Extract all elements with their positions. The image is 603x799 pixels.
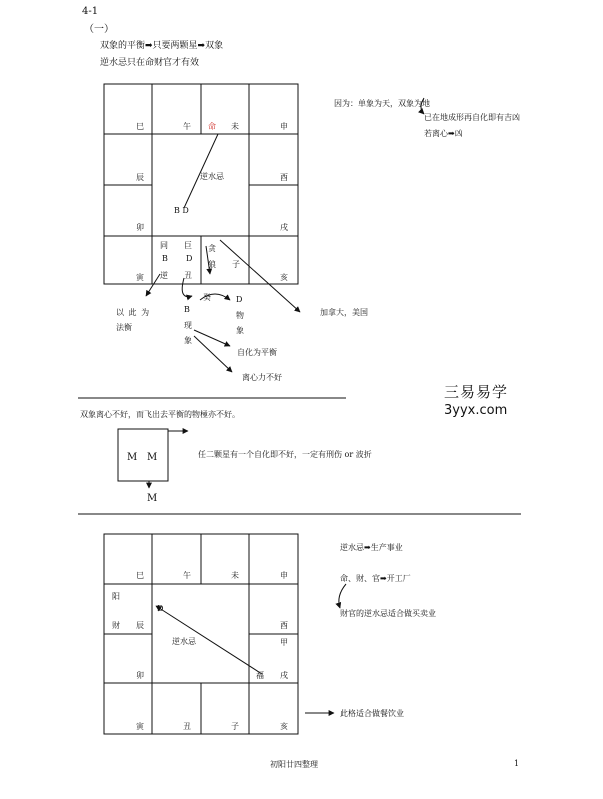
chart2-cell-yin: 寅 bbox=[136, 722, 144, 731]
chart2-note-2: 命、财、官➡开工厂 bbox=[340, 574, 411, 583]
chart2-note-3: 财官的逆水忌适合做买卖业 bbox=[340, 609, 436, 618]
chart1-cell-mao: 卯 bbox=[136, 223, 144, 232]
chart2-cell-xu: 戌 bbox=[280, 671, 288, 680]
chart1-cell-wei: 未 bbox=[231, 122, 239, 131]
chart1-cell-chen: 辰 bbox=[136, 173, 144, 182]
chart1-star-lang: 狼 bbox=[208, 260, 216, 269]
chart2-yang: 阳 bbox=[112, 592, 120, 601]
chart1-wu-char: 物 bbox=[236, 311, 244, 320]
intro-line-1: 双象的平衡➡只要两颗星➡双象 bbox=[100, 41, 224, 51]
chart1-note-balance: 自化为平衡 bbox=[237, 348, 277, 357]
chart1-kui: 癸 bbox=[203, 293, 211, 302]
page-number: 1 bbox=[514, 759, 520, 768]
chart2-cell-hai: 亥 bbox=[280, 722, 288, 731]
intro-line-2: 逆水忌只在命财官才有效 bbox=[100, 58, 200, 68]
chart1-ni: 逆 bbox=[160, 271, 168, 280]
chart2-cell-chou: 丑 bbox=[183, 722, 191, 731]
chart1-cell-xu: 戌 bbox=[280, 223, 288, 232]
chart1-right-note: 加拿大，美国 bbox=[320, 308, 368, 317]
chart1-star-tong: 同 bbox=[160, 241, 168, 250]
chart1-center: 逆水忌 bbox=[200, 172, 224, 181]
chart1-lower-b: B bbox=[184, 305, 190, 314]
chart2-cell-shen: 申 bbox=[280, 571, 288, 580]
chart1-left-note-2: 法衡 bbox=[116, 323, 132, 332]
chart1-cell-shen: 申 bbox=[280, 122, 288, 131]
mm-m1: M bbox=[127, 452, 138, 463]
section-label: （一） bbox=[84, 24, 114, 35]
chart2-cell-you: 酉 bbox=[280, 621, 288, 630]
chart2-cell-chen: 辰 bbox=[136, 621, 144, 630]
chart1-cell-you: 酉 bbox=[280, 173, 288, 182]
chart1-explain-1: 因为：单象为天，双象为地 bbox=[334, 99, 430, 108]
chart1-star-tan: 贪 bbox=[208, 244, 216, 253]
chart1-cell-zi: 子 bbox=[232, 260, 240, 269]
chart1-xiang: 象 bbox=[184, 336, 192, 345]
mm-m2: M bbox=[147, 452, 158, 463]
chart2-cai: 财 bbox=[112, 621, 120, 630]
chart2-note-1: 逆水忌➡生产事业 bbox=[340, 543, 403, 552]
mid-line: 双象离心不好，而飞出去平衡的物極亦不好。 bbox=[80, 410, 240, 419]
chart2-center: 逆水忌 bbox=[172, 637, 196, 646]
chart1-star-d: D bbox=[186, 254, 193, 263]
chart2-jia: 甲 bbox=[280, 638, 288, 647]
chart1-explain-3: 若离心➡凶 bbox=[424, 129, 463, 138]
chart2-fu: 福 bbox=[256, 671, 264, 680]
chart1-left-note-1: 以 此 为 bbox=[116, 308, 151, 317]
chart1-ming: 命 bbox=[208, 122, 216, 131]
chart2-cell-wei: 未 bbox=[231, 571, 239, 580]
chart1-xian: 现 bbox=[184, 321, 192, 330]
chart1-lower-d: D bbox=[236, 295, 243, 304]
chart1-note-centrifugal: 离心力不好 bbox=[242, 373, 282, 382]
chart2-note-4: 此格适合做餐饮业 bbox=[340, 709, 404, 718]
chart2-cell-si: 巳 bbox=[136, 571, 144, 580]
chart1-chou: 丑 bbox=[184, 271, 192, 280]
page-label: 4-1 bbox=[82, 6, 99, 17]
chart1-star-ju: 巨 bbox=[184, 241, 192, 250]
chart1-xiang-char: 象 bbox=[236, 326, 244, 335]
chart2-cell-mao: 卯 bbox=[136, 671, 144, 680]
mm-note: 任二颗星有一个自化即不好，一定有刑伤 or 波折 bbox=[198, 450, 372, 459]
chart1-cell-hai: 亥 bbox=[280, 273, 288, 282]
chart1-star-b: B bbox=[162, 254, 168, 263]
chart1-cell-yin: 寅 bbox=[136, 273, 144, 282]
chart1-bd: B D bbox=[174, 206, 189, 215]
mm-m3: M bbox=[147, 493, 158, 504]
chart1-cell-si: 巳 bbox=[136, 122, 144, 131]
chart2-cell-zi: 子 bbox=[231, 722, 239, 731]
watermark-cn: 三易易学 bbox=[444, 383, 509, 401]
chart1-cell-wu: 午 bbox=[183, 122, 191, 131]
footer-credit: 初阳廿四整理 bbox=[270, 760, 318, 769]
chart2-d: D bbox=[157, 604, 164, 613]
chart2-cell-wu: 午 bbox=[183, 571, 191, 580]
watermark-url: 3yyx.com bbox=[444, 403, 508, 418]
chart1-explain-2: 已在地成形再自化即有吉凶 bbox=[424, 113, 520, 122]
